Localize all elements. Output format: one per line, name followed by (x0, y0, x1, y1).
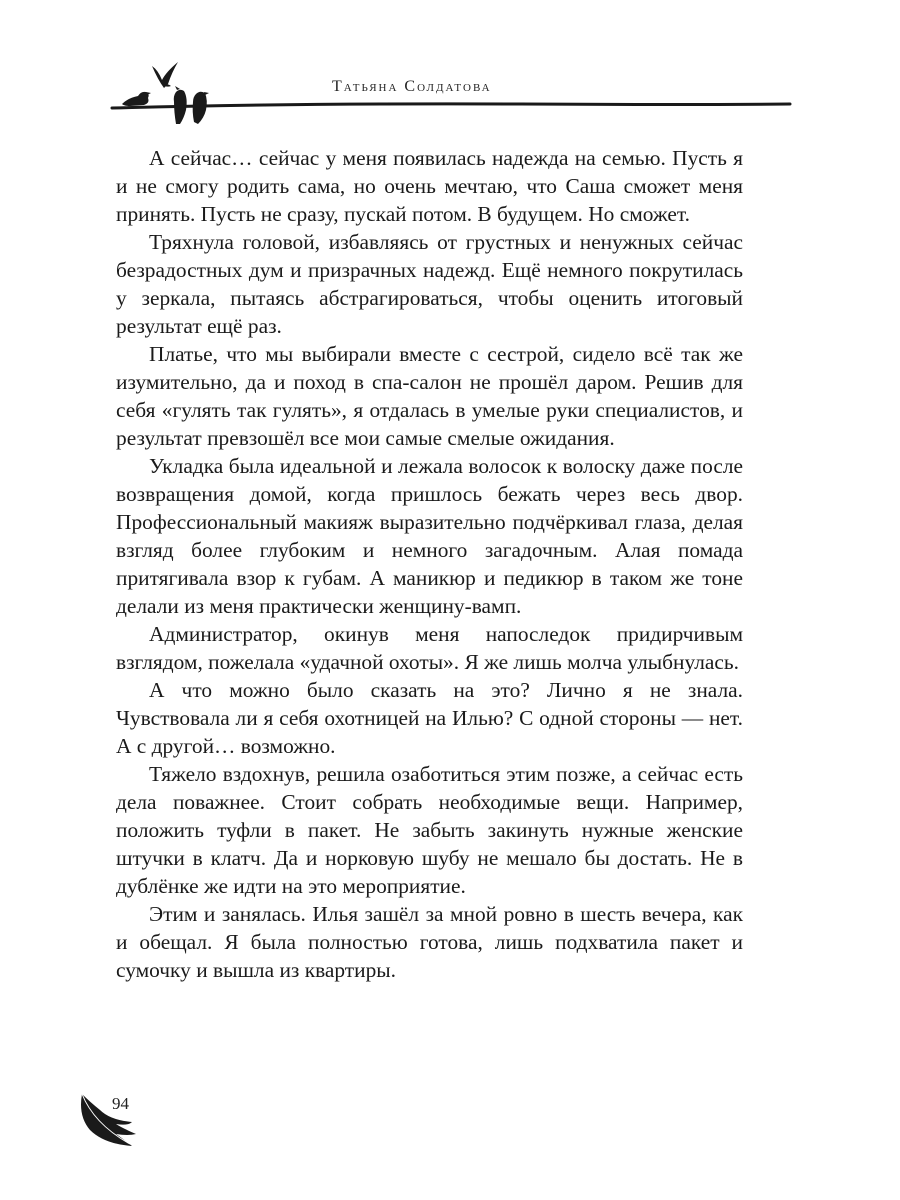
author-name: Татьяна Солдатова (332, 78, 492, 95)
page-footer (70, 1086, 190, 1166)
paragraph: Укладка была идеальной и лежала волосок к волоску даже после возвращения домой, когда пришлось бежать через весь двор. Профессиональный макияж выразительно подчёркивал глаза, делая взгляд более глубоким и немного загадочным. Алая помада притягивала взор к губам. А маникюр и педикюр в таком же тоне делали из меня практически женщину-вамп. (116, 454, 743, 618)
page-header (0, 0, 900, 140)
paragraph: Администратор, окинув меня напоследок придирчивым взглядом, пожелала «удачной охоты». Я же лишь молча улыбнулась. (116, 622, 743, 674)
paragraph: А сейчас… сейчас у меня появилась надежда на семью. Пусть я и не смогу родить сама, но очень мечтаю, что Саша сможет меня принять. Пусть не сразу, пускай потом. В будущем. Но сможет. (116, 146, 743, 226)
paragraph: Тряхнула головой, избавляясь от грустных и ненужных сейчас безрадостных дум и призрачных надежд. Ещё немного покрутилась у зеркала, пытаясь абстрагироваться, чтобы оценить итоговый результат ещё раз. (116, 230, 743, 338)
paragraph: Тяжело вздохнув, решила озаботиться этим позже, а сейчас есть дела поважнее. Стоит собрать необходимые вещи. Например, положить туфли в пакет. Не забыть закинуть нужные женские штучки в клатч. Да и норковую шубу не мешало бы достать. Не в дублёнке же идти на это мероприятие. (116, 762, 743, 898)
birds-on-wire-icon (0, 0, 900, 140)
page-number: 94 (112, 1094, 129, 1113)
paragraph: Платье, что мы выбирали вместе с сестрой, сидело всё так же изумительно, да и поход в спа-салон не прошёл даром. Решив для себя «гулять так гулять», я отдалась в умелые руки специалистов, и результат превзошёл все мои самые смелые ожидания. (116, 342, 743, 450)
body-text (116, 144, 743, 984)
paragraph: А что можно было сказать на это? Лично я не знала. Чувствовала ли я себя охотницей на Илью? С одной стороны — нет. А с другой… возможно. (116, 678, 743, 758)
paragraph: Этим и занялась. Илья зашёл за мной ровно в шесть вечера, как и обещал. Я была полностью готова, лишь подхватила пакет и сумочку и вышла из квартиры. (116, 902, 743, 982)
feather-icon (70, 1086, 190, 1166)
